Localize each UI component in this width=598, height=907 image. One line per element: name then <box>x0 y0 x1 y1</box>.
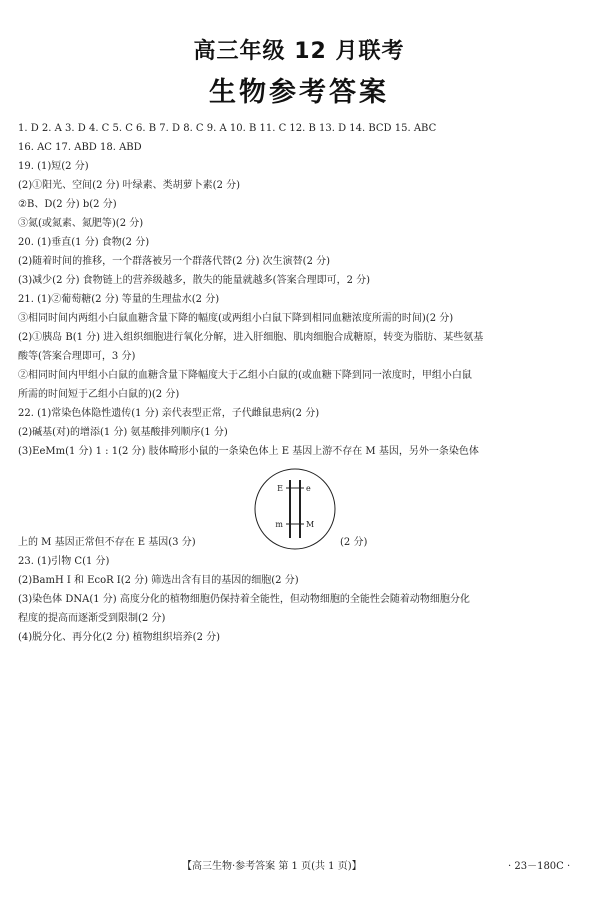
answer-line-mc-2: 16. AC 17. ABD 18. ABD <box>18 142 142 153</box>
answer-line-20-3: (3)减少(2 分) 食物链上的营养级越多，散失的能量就越多(答案合理即可，2 分) <box>18 275 371 286</box>
answer-line-23-1: 23. (1)引物 C(1 分) <box>18 556 110 567</box>
answer-line-23-2: (2)BamH I 和 EcoR I(2 分) 筛选出含有目的基因的细胞(2 分) <box>18 575 299 586</box>
answer-line-22-3: (3)EeMm(1 分) 1 : 1(2 分) 肢体畸形小鼠的一条染色体上 E 基因上游不存在 M 基因，另外一条染色体 <box>18 446 479 457</box>
answer-line-21-5: ②相同时间内甲组小白鼠的血糖含量下降幅度大于乙组小白鼠的(或血糖下降到同一浓度时，甲组小白鼠 <box>18 370 472 381</box>
answer-line-20-2: (2)随着时间的推移，一个群落被另一个群落代替(2 分) 次生演替(2 分) <box>18 256 331 267</box>
figure-score: (2 分) <box>340 537 368 548</box>
gene-label-E: E <box>277 484 283 493</box>
answer-line-23-5: (4)脱分化、再分化(2 分) 植物组织培养(2 分) <box>18 632 221 643</box>
footer-code: · 23－180C · <box>508 861 571 872</box>
gene-label-M: M <box>306 520 315 529</box>
cell-outline <box>255 469 335 549</box>
answer-line-22-4: 上的 M 基因正常但不存在 E 基因(3 分) <box>18 537 196 548</box>
gene-label-e: e <box>306 484 311 493</box>
answer-line-20-1: 20. (1)垂直(1 分) 食物(2 分) <box>18 237 150 248</box>
answer-line-22-1: 22. (1)常染色体隐性遗传(1 分) 亲代表型正常，子代雌鼠患病(2 分) <box>18 408 320 419</box>
answer-line-22-2: (2)碱基(对)的增添(1 分) 氨基酸排列顺序(1 分) <box>18 427 228 438</box>
answer-line-23-3: (3)染色体 DNA(1 分) 高度分化的植物细胞仍保持着全能性，但动物细胞的全能性会随着动物细胞分化 <box>18 594 470 605</box>
answer-line-21-4: 酸等(答案合理即可，3 分) <box>18 351 136 362</box>
answer-line-21-2: ③相同时间内两组小白鼠血糖含量下降的幅度(或两组小白鼠下降到相同血糖浓度所需的时间)(2 分) <box>18 313 454 324</box>
answer-line-mc-1: 1. D 2. A 3. D 4. C 5. C 6. B 7. D 8. C 9. A 10. B 11. C 12. B 13. D 14. BCD 15. ABC <box>18 123 437 134</box>
exam-title: 高三年级 12 月联考 <box>193 39 405 64</box>
chromosome-diagram <box>252 466 338 552</box>
answer-line-19-3: ②B、D(2 分) b(2 分) <box>18 199 117 210</box>
answer-line-19-1: 19. (1)短(2 分) <box>18 161 89 172</box>
answer-line-21-6: 所需的时间短于乙组小白鼠的)(2 分) <box>18 389 180 400</box>
answer-line-19-2: (2)①阳光、空间(2 分) 叶绿素、类胡萝卜素(2 分) <box>18 180 241 191</box>
answer-line-21-1: 21. (1)②葡萄糖(2 分) 等量的生理盐水(2 分) <box>18 294 220 305</box>
answer-line-23-4: 程度的提高而逐渐受到限制(2 分) <box>18 613 166 624</box>
gene-label-m: m <box>275 520 283 529</box>
answer-key-title: 生物参考答案 <box>209 77 389 108</box>
footer-page-info: 【高三生物·参考答案 第 1 页(共 1 页)】 <box>182 861 362 872</box>
answer-line-21-3: (2)①胰岛 B(1 分) 进入组织细胞进行氧化分解，进入肝细胞、肌肉细胞合成糖原，转变为脂肪、某些氨基 <box>18 332 484 343</box>
answer-line-19-4: ③氮(或氮素、氮肥等)(2 分) <box>18 218 144 229</box>
